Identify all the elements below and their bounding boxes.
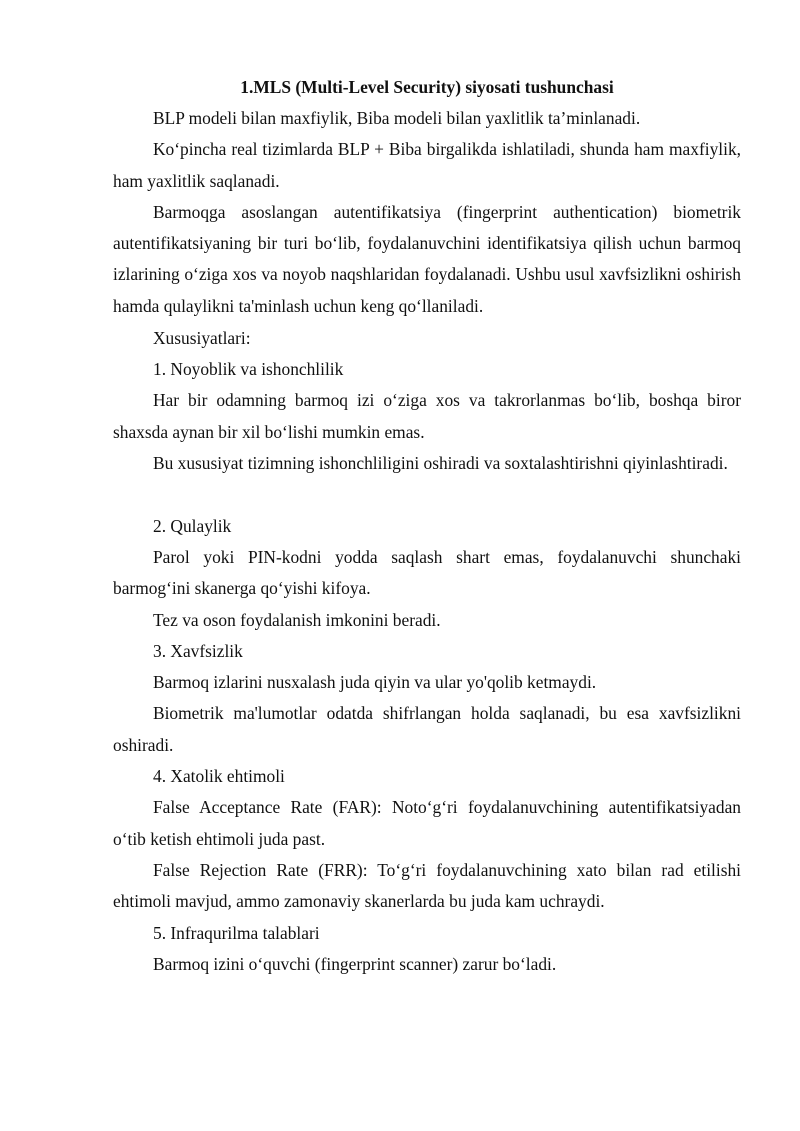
paragraph: False Rejection Rate (FRR): To‘g‘ri foydalanuvchining xato bilan rad etilishi ehtimoli mavjud, ammo zamonaviy skanerlarda bu juda kam uchraydi.	[113, 859, 741, 912]
list-item-heading: 3. Xavfsizlik	[153, 640, 243, 661]
paragraph: Tez va oson foydalanish imkonini beradi.	[153, 609, 441, 630]
list-item-heading: 2. Qulaylik	[153, 515, 232, 536]
paragraph: Barmoqga asoslangan autentifikatsiya (fingerprint authentication) biometrik autentifikatsiyaning bir turi bo‘lib, foydalanuvchini identifikatsiya qilish uchun barmoq izlarining o‘ziga xos va noyob naqshlaridan foydalanadi. Ushbu usul xavfsizlikni oshirish hamda qulaylikni ta'minlash uchun keng qo‘llaniladi.	[113, 201, 741, 316]
document-page	[113, 71, 741, 980]
subheading-features: Xususiyatlari:	[153, 327, 251, 348]
paragraph: Ko‘pincha real tizimlarda BLP + Biba birgalikda ishlatiladi, shunda ham maxfiylik, ham yaxlitlik saqlanadi.	[113, 139, 741, 191]
paragraph: BLP modeli bilan maxfiylik, Biba modeli bilan yaxlitlik ta’minlanadi.	[153, 108, 641, 128]
paragraph: Biometrik ma'lumotlar odatda shifrlangan holda saqlanadi, bu esa xavfsizlikni oshiradi.	[113, 703, 741, 755]
paragraph: Bu xususiyat tizimning ishonchliligini oshiradi va soxtalashtirishni qiyinlashtiradi.	[153, 453, 728, 474]
paragraph: Barmoq izlarini nusxalash juda qiyin va ular yo'qolib ketmaydi.	[153, 672, 597, 693]
list-item-heading: 5. Infraqurilma talablari	[153, 922, 320, 943]
list-item-heading: 4. Xatolik ehtimoli	[153, 766, 285, 787]
paragraph: Har bir odamning barmoq izi o‘ziga xos va takrorlanmas bo‘lib, boshqa biror shaxsda aynan bir xil bo‘lishi mumkin emas.	[113, 390, 741, 442]
section-title: 1.MLS (Multi-Level Security) siyosati tushunchasi	[240, 77, 614, 97]
paragraph: False Acceptance Rate (FAR): Noto‘g‘ri foydalanuvchining autentifikatsiyadan o‘tib ketish ehtimoli juda past.	[113, 797, 741, 849]
paragraph: Barmoq izini o‘quvchi (fingerprint scanner) zarur bo‘ladi.	[153, 953, 557, 974]
list-item-heading: 1. Noyoblik va ishonchlilik	[153, 359, 344, 380]
paragraph: Parol yoki PIN-kodni yodda saqlash shart emas, foydalanuvchi shunchaki barmog‘ini skanerga qo‘yishi kifoya.	[113, 546, 741, 599]
